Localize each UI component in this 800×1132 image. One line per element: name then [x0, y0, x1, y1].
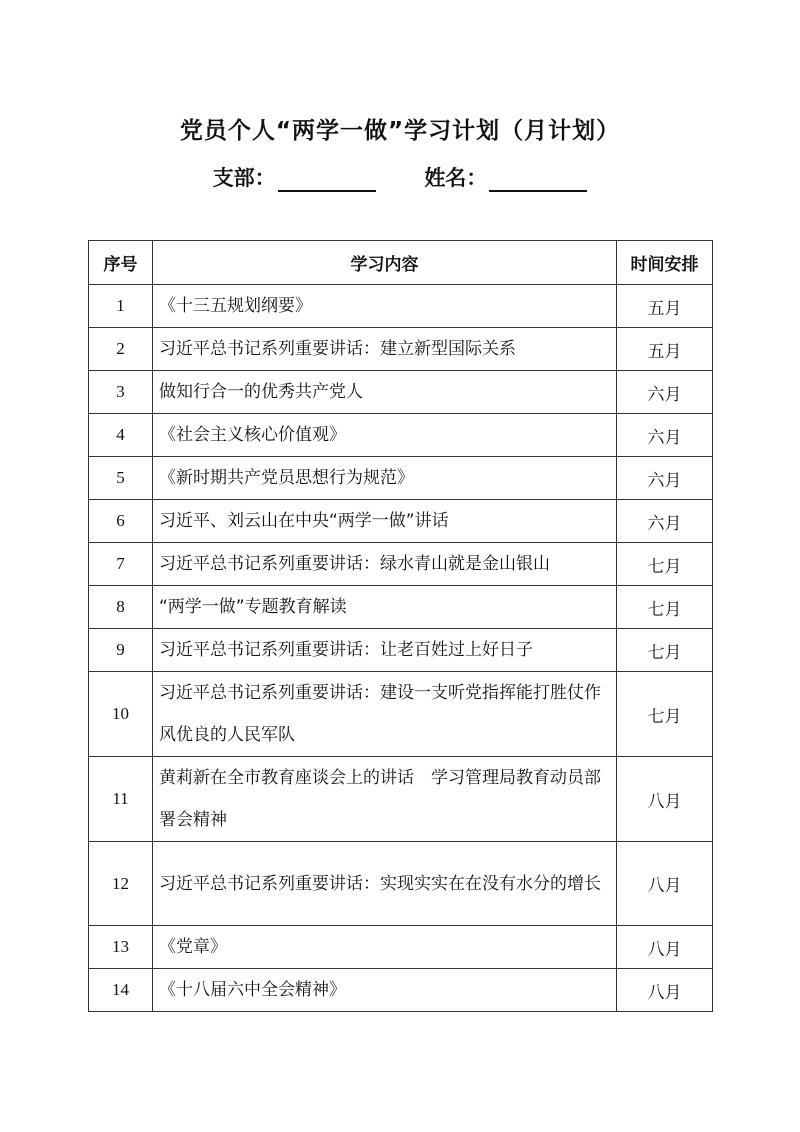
- row-number: 14: [89, 969, 153, 1012]
- table-row: [89, 586, 713, 629]
- table-row: [89, 285, 713, 328]
- row-number: 1: [89, 285, 153, 328]
- row-number: 4: [89, 414, 153, 457]
- table-row: [89, 328, 713, 371]
- table-row: [89, 926, 713, 969]
- table-header-row: [89, 241, 713, 285]
- subtitle-line: [0, 162, 800, 192]
- table-row: [89, 842, 713, 926]
- row-content: 习近平总书记系列重要讲话：建立新型国际关系: [153, 328, 617, 371]
- page-title: 党员个人“两学一做”学习计划（月计划）: [179, 118, 621, 144]
- row-time: 七月: [617, 543, 713, 586]
- row-content: 习近平总书记系列重要讲话：实现实实在在没有水分的增长: [153, 842, 617, 926]
- row-content: 习近平总书记系列重要讲话：绿水青山就是金山银山: [153, 543, 617, 586]
- row-time: 八月: [617, 926, 713, 969]
- row-time: 六月: [617, 414, 713, 457]
- row-time: 五月: [617, 285, 713, 328]
- row-number: 5: [89, 457, 153, 500]
- row-number: 10: [89, 672, 153, 757]
- row-time: 七月: [617, 629, 713, 672]
- row-number: 3: [89, 371, 153, 414]
- name-label: 姓名：: [424, 166, 488, 190]
- row-time: 七月: [617, 586, 713, 629]
- row-content: 《十三五规划纲要》: [153, 285, 617, 328]
- branch-blank[interactable]: [278, 168, 376, 192]
- row-time: 七月: [617, 672, 713, 757]
- row-number: 2: [89, 328, 153, 371]
- table-row: [89, 500, 713, 543]
- row-time: 八月: [617, 969, 713, 1012]
- row-content: 《社会主义核心价值观》: [153, 414, 617, 457]
- row-content: 习近平总书记系列重要讲话：建设一支听党指挥能打胜仗作风优良的人民军队: [153, 672, 617, 757]
- row-content: 黄莉新在全市教育座谈会上的讲话 学习管理局教育动员部署会精神: [153, 757, 617, 842]
- row-content: 习近平总书记系列重要讲话：让老百姓过上好日子: [153, 629, 617, 672]
- row-content: 《十八届六中全会精神》: [153, 969, 617, 1012]
- table-row: [89, 969, 713, 1012]
- table-row: [89, 672, 713, 757]
- row-number: 13: [89, 926, 153, 969]
- table-row: [89, 543, 713, 586]
- table-row: [89, 457, 713, 500]
- row-content: 《党章》: [153, 926, 617, 969]
- table-row: [89, 414, 713, 457]
- row-number: 6: [89, 500, 153, 543]
- header-number: 序号: [89, 241, 153, 285]
- row-time: 五月: [617, 328, 713, 371]
- row-time: 八月: [617, 757, 713, 842]
- row-time: 六月: [617, 371, 713, 414]
- row-number: 12: [89, 842, 153, 926]
- row-time: 六月: [617, 500, 713, 543]
- row-number: 11: [89, 757, 153, 842]
- row-number: 7: [89, 543, 153, 586]
- row-number: 9: [89, 629, 153, 672]
- row-content: “两学一做”专题教育解读: [153, 586, 617, 629]
- study-plan-table: [88, 240, 713, 1012]
- table-row: [89, 629, 713, 672]
- row-time: 八月: [617, 842, 713, 926]
- row-content: 习近平、刘云山在中央“两学一做”讲话: [153, 500, 617, 543]
- table-row: [89, 371, 713, 414]
- header-content: 学习内容: [153, 241, 617, 285]
- branch-label: 支部：: [212, 166, 276, 190]
- name-blank[interactable]: [489, 168, 587, 192]
- row-content: 《新时期共产党员思想行为规范》: [153, 457, 617, 500]
- header-time: 时间安排: [617, 241, 713, 285]
- table-row: [89, 757, 713, 842]
- row-content: 做知行合一的优秀共产党人: [153, 371, 617, 414]
- row-time: 六月: [617, 457, 713, 500]
- row-number: 8: [89, 586, 153, 629]
